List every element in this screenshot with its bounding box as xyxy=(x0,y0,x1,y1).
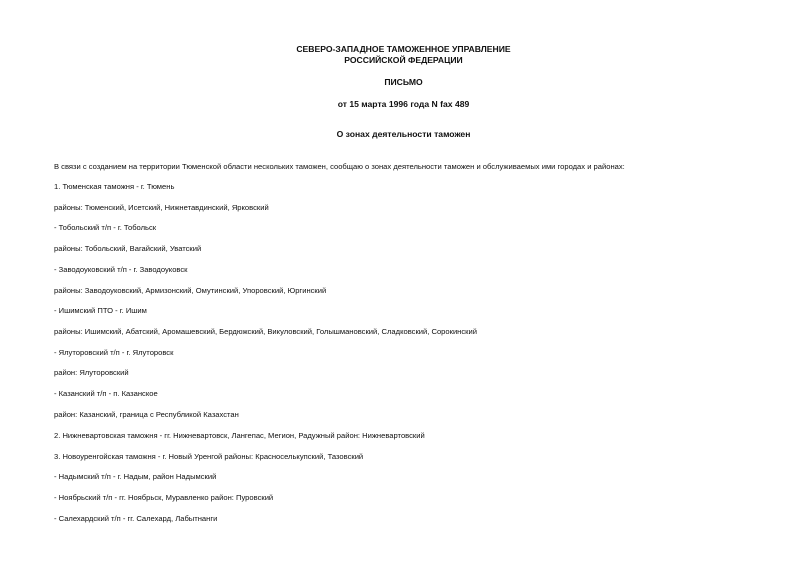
body-paragraph: район: Ялуторовский xyxy=(54,368,129,377)
body-paragraph: - Заводоуковский т/п - г. Заводоуковск xyxy=(54,265,188,274)
body-paragraph: - Казанский т/п - п. Казанское xyxy=(54,389,158,398)
document-type: ПИСЬМО xyxy=(384,77,423,87)
body-paragraph: - Надымский т/п - г. Надым, район Надымский xyxy=(54,472,217,481)
organization-name-line-1: СЕВЕРО-ЗАПАДНОЕ ТАМОЖЕННОЕ УПРАВЛЕНИЕ xyxy=(296,44,511,54)
body-paragraph: - Салехардский т/п - гг. Салехард, Лабытнанги xyxy=(54,514,218,523)
body-paragraph: - Тобольский т/п - г. Тобольск xyxy=(54,223,157,232)
body-paragraph: район: Казанский, граница с Республикой Казахстан xyxy=(54,410,239,419)
body-paragraph: - Ялуторовский т/п - г. Ялуторовск xyxy=(54,348,174,357)
body-paragraph: - Ишимский ПТО - г. Ишим xyxy=(54,306,147,315)
body-paragraph: - Ноябрьский т/п - гг. Ноябрьск, Муравленко район: Пуровский xyxy=(54,493,274,502)
body-paragraph: В связи с созданием на территории Тюменской области нескольких таможен, сообщаю о зонах деятельности таможен и обслуживаемых ими городах и районах: xyxy=(54,162,625,171)
body-paragraph: 3. Новоуренгойская таможня - г. Новый Уренгой районы: Красноселькупский, Тазовский xyxy=(54,452,364,461)
body-paragraph: 2. Нижневартовская таможня - гг. Нижневартовск, Лангепас, Мегион, Радужный район: Нижневартовский xyxy=(54,431,425,440)
document-title: О зонах деятельности таможен xyxy=(336,129,471,139)
document-date: от 15 марта 1996 года N fax 489 xyxy=(337,99,470,109)
body-paragraph: районы: Ишимский, Абатский, Аромашевский, Бердюжский, Викуловский, Голышмановский, Сладковский, Сорокинский xyxy=(54,327,477,336)
body-paragraph: районы: Заводоуковский, Армизонский, Омутинский, Упоровский, Юргинский xyxy=(54,286,327,295)
body-paragraph: районы: Тобольский, Вагайский, Уватский xyxy=(54,244,202,253)
organization-name-line-2: РОССИЙСКОЙ ФЕДЕРАЦИИ xyxy=(344,55,463,65)
body-paragraph: районы: Тюменский, Исетский, Нижнетавдинский, Ярковский xyxy=(54,203,269,212)
body-paragraph: 1. Тюменская таможня - г. Тюмень xyxy=(54,182,175,191)
